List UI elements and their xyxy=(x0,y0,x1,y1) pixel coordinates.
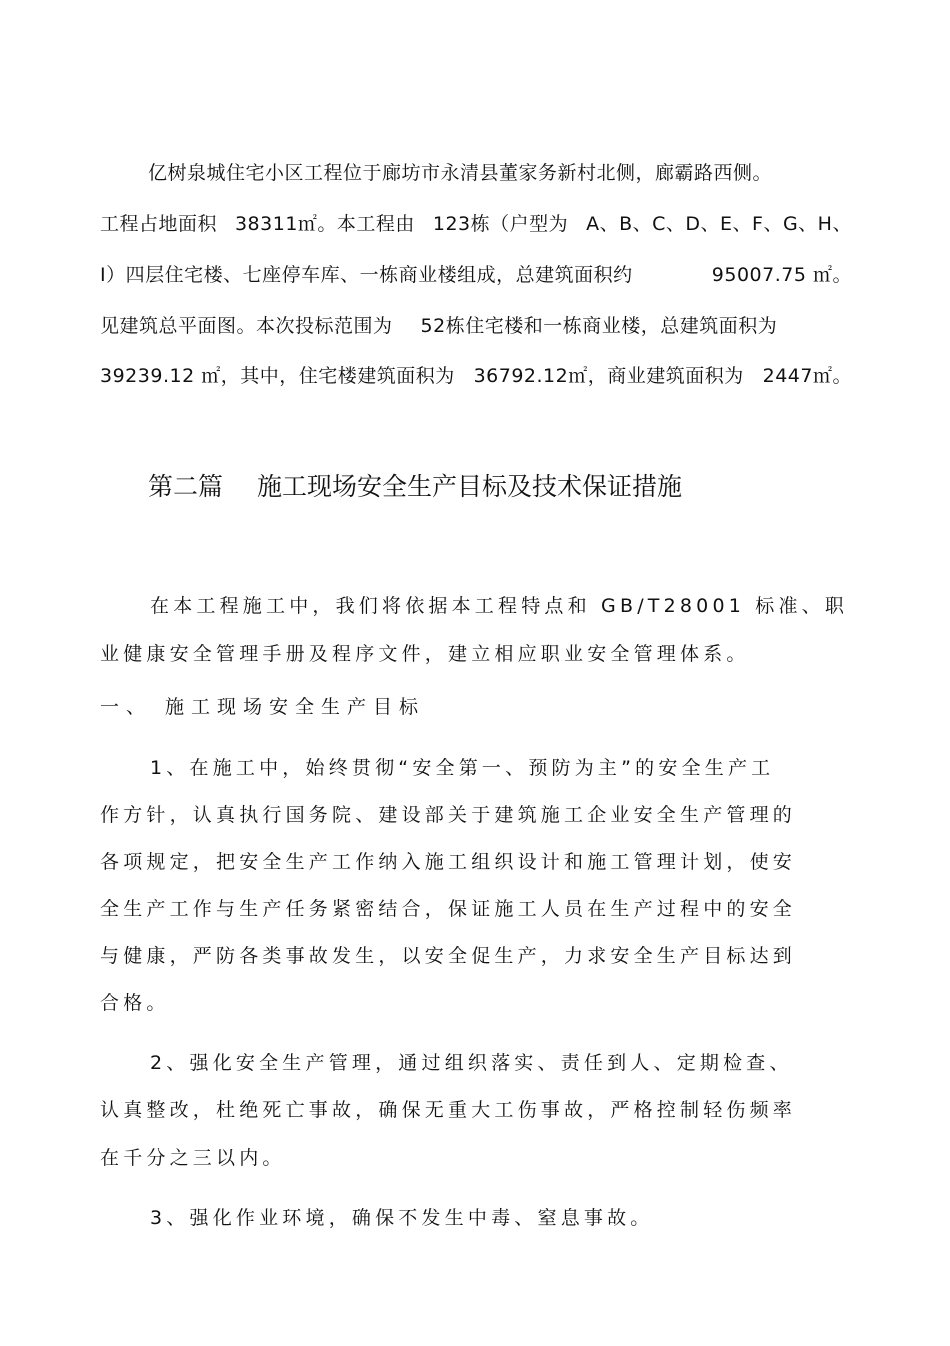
intro-line-2-part-3: 123栋（户型为 xyxy=(432,213,569,235)
item-3-line-1: 3、强化作业环境，确保不发生中毒、窒息事故。 xyxy=(150,1207,654,1229)
intro-line-2 xyxy=(100,212,852,236)
item-1-line-3: 各项规定，把安全生产工作纳入施工组织设计和施工管理计划，使安 xyxy=(100,851,797,873)
intro-line-4-part-2: 52栋住宅楼和一栋商业楼，总建筑面积为 xyxy=(420,315,778,337)
intro-line-4-part-1: 见建筑总平面图。本次投标范围为 xyxy=(100,315,393,337)
item-1-line-1: 1、在施工中，始终贯彻“安全第一、预防为主”的安全生产工 xyxy=(150,757,775,779)
item-1-line-5: 与健康，严防各类事故发生，以安全促生产，力求安全生产目标达到 xyxy=(100,945,797,967)
intro-line-2-part-4: A、B、C、D、E、F、G、H、 xyxy=(586,213,852,235)
item-1-line-2: 作方针，认真执行国务院、建设部关于建筑施工企业安全生产管理的 xyxy=(100,804,797,826)
intro-line-3-part-1: I）四层住宅楼、七座停车库、一栋商业楼组成，总建筑面积约 xyxy=(100,264,633,286)
item-2-line-1: 2、强化安全生产管理，通过组织落实、责任到人、定期检查、 xyxy=(150,1052,793,1074)
intro-line-5-part-1: 39239.12 ㎡，其中，住宅楼建筑面积为 xyxy=(100,365,455,387)
intro-line-1: 亿树泉城住宅小区工程位于廊坊市永清县董家务新村北侧，廊霸路西侧。 xyxy=(148,162,773,184)
preface-line-1: 在本工程施工中，我们将依据本工程特点和 GB/T28001 标准、职 xyxy=(150,595,849,617)
part-heading xyxy=(148,472,682,502)
part-number: 第二篇 xyxy=(148,472,224,501)
intro-line-5-part-2: 36792.12㎡，商业建筑面积为 xyxy=(473,365,744,387)
intro-line-5-part-3: 2447㎡。 xyxy=(762,365,852,387)
intro-line-4 xyxy=(100,314,840,338)
intro-line-3-part-2: 95007.75 ㎡。 xyxy=(711,264,852,286)
intro-line-2-part-2: 38311㎡。本工程由 xyxy=(234,213,415,235)
preface-line-2: 业健康安全管理手册及程序文件，建立相应职业安全管理体系。 xyxy=(100,643,750,665)
intro-line-3 xyxy=(100,263,852,287)
item-1-line-4: 全生产工作与生产任务紧密结合，保证施工人员在生产过程中的安全 xyxy=(100,898,797,920)
intro-line-2-part-1: 工程占地面积 xyxy=(100,213,218,235)
intro-line-5 xyxy=(100,364,852,388)
item-2-line-2: 认真整改，杜绝死亡事故，确保无重大工伤事故，严格控制轻伤频率 xyxy=(100,1099,797,1121)
section-1-title: 一、 施工现场安全生产目标 xyxy=(100,696,426,718)
item-1-line-6: 合格。 xyxy=(100,992,170,1014)
item-2-line-3: 在千分之三以内。 xyxy=(100,1147,286,1169)
part-title: 施工现场安全生产目标及技术保证措施 xyxy=(257,472,683,501)
